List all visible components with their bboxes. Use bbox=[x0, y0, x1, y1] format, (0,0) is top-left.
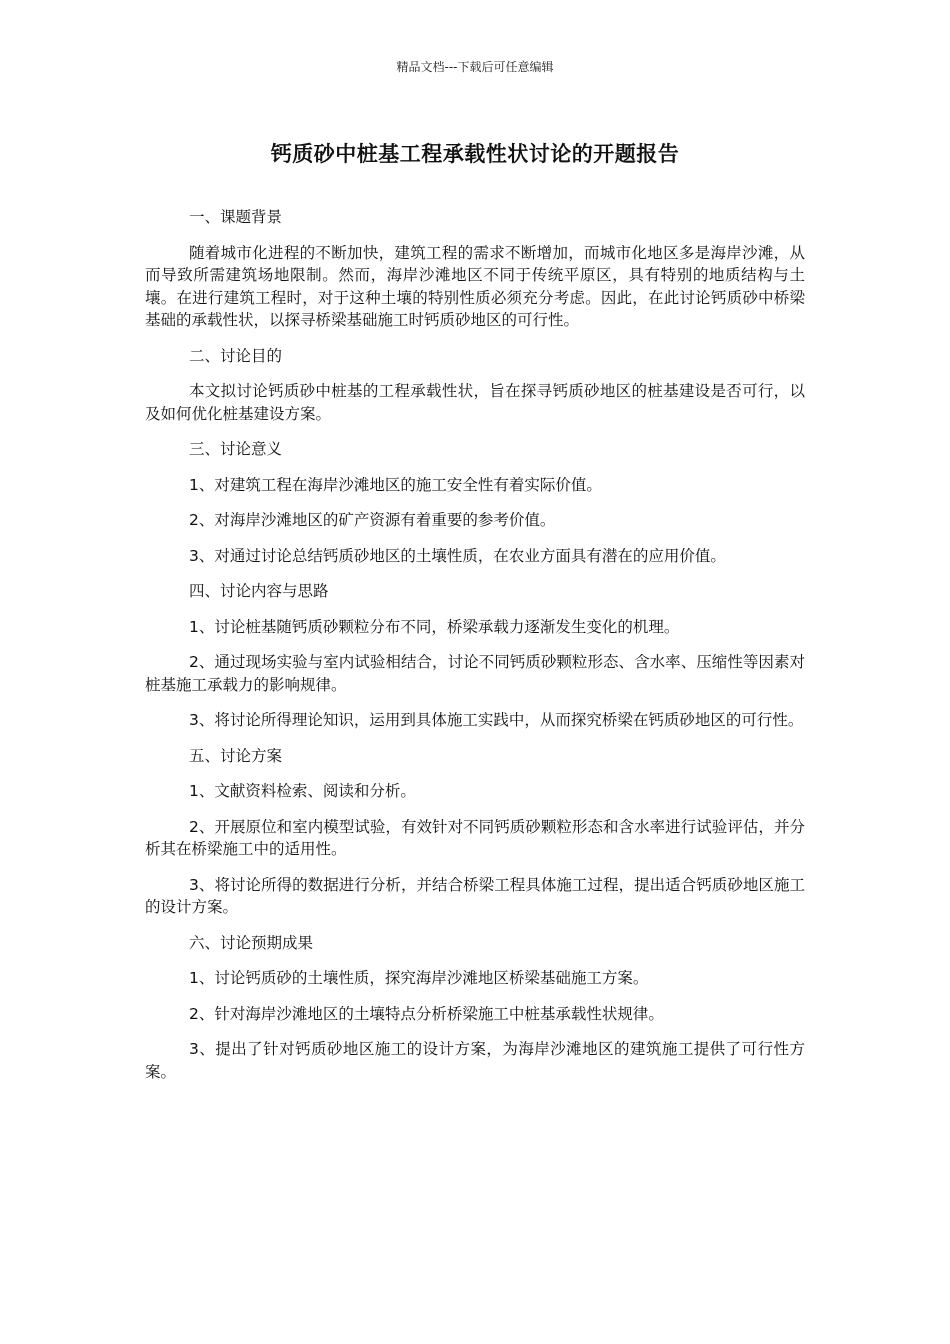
content-item-3: 3、将讨论所得理论知识，运用到具体施工实践中，从而探究桥梁在钙质砂地区的可行性。 bbox=[189, 711, 804, 729]
content-item-1: 1、讨论桩基随钙质砂颗粒分布不同，桥梁承载力逐渐发生变化的机理。 bbox=[189, 617, 680, 636]
page-header: 精品文档---下载后可任意编辑 bbox=[396, 60, 554, 74]
background-paragraph: 随着城市化进程的不断加快，建筑工程的需求不断增加，而城市化地区多是海岸沙滩，从而导致所需建筑场地限制。然而，海岸沙滩地区不同于传统平原区，具有特别的地质结构与土壤。在进行建筑工程时，对于这种土壤的特别性质必须充分考虑。因此，在此讨论钙质砂中桥梁基础的承载性状，以探寻桥梁基础施工时钙质砂地区的可行性。 bbox=[145, 243, 805, 329]
outcome-item-1: 1、讨论钙质砂的土壤性质，探究海岸沙滩地区桥梁基础施工方案。 bbox=[189, 969, 649, 987]
plan-item-2: 2、开展原位和室内模型试验，有效针对不同钙质砂颗粒形态和含水率进行试验评估，并分析其在桥梁施工中的适用性。 bbox=[145, 817, 805, 858]
section-heading-outcomes: 六、讨论预期成果 bbox=[189, 933, 314, 952]
plan-item-3: 3、将讨论所得的数据进行分析，并结合桥梁工程具体施工过程，提出适合钙质砂地区施工的设计方案。 bbox=[145, 875, 805, 916]
significance-item-1: 1、对建筑工程在海岸沙滩地区的施工安全性有着实际价值。 bbox=[189, 475, 602, 494]
section-heading-content: 四、讨论内容与思路 bbox=[189, 582, 329, 600]
content-item-2: 2、通过现场实验与室内试验相结合，讨论不同钙质砂颗粒形态、含水率、压缩性等因素对桩基施工承载力的影响规律。 bbox=[145, 653, 805, 694]
section-heading-plan: 五、讨论方案 bbox=[189, 746, 283, 765]
section-heading-significance: 三、讨论意义 bbox=[189, 440, 283, 458]
significance-item-2: 2、对海岸沙滩地区的矿产资源有着重要的参考价值。 bbox=[189, 511, 556, 529]
section-heading-background: 一、课题背景 bbox=[189, 208, 283, 226]
section-heading-purpose: 二、讨论目的 bbox=[189, 346, 283, 365]
outcome-item-3: 3、提出了针对钙质砂地区施工的设计方案，为海岸沙滩地区的建筑施工提供了可行性方案。 bbox=[145, 1040, 805, 1081]
document-title: 钙质砂中桩基工程承载性状讨论的开题报告 bbox=[270, 142, 680, 166]
significance-item-3: 3、对通过讨论总结钙质砂地区的土壤性质，在农业方面具有潜在的应用价值。 bbox=[189, 546, 726, 565]
purpose-paragraph: 本文拟讨论钙质砂中桩基的工程承载性状，旨在探寻钙质砂地区的桩基建设是否可行，以及如何优化桩基建设方案。 bbox=[145, 382, 805, 423]
plan-item-1: 1、文献资料检索、阅读和分析。 bbox=[189, 782, 416, 800]
document-body bbox=[145, 206, 805, 1096]
outcome-item-2: 2、针对海岸沙滩地区的土壤特点分析桥梁施工中桩基承载性状规律。 bbox=[189, 1004, 664, 1023]
